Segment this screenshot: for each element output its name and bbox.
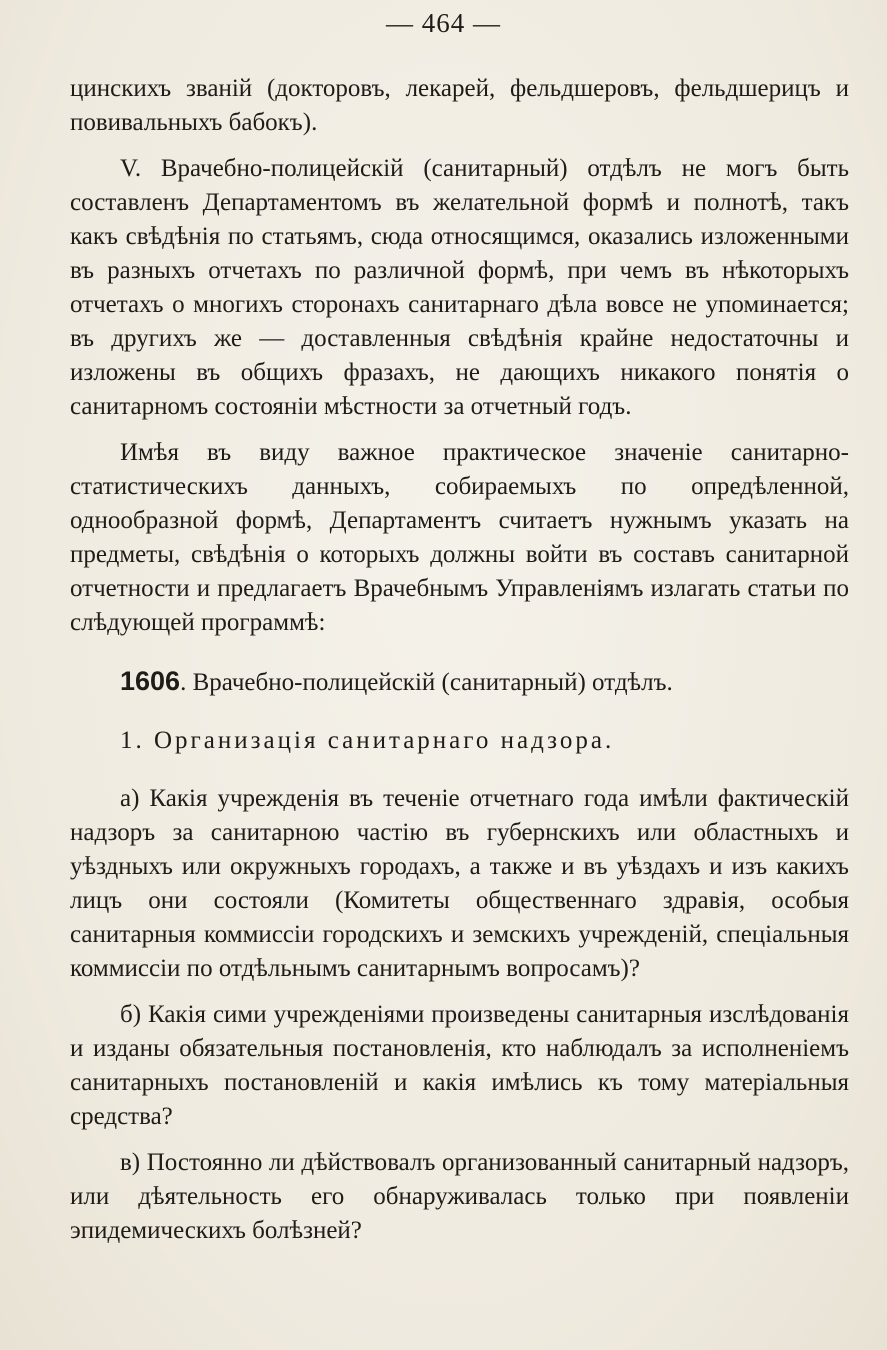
section-title: . Врачебно-полицейскій (санитарный) отдѣлъ. (180, 669, 673, 696)
paragraph-program-intro: Имѣя въ виду важное практическое значеніе санитарно-статистическихъ данныхъ, собираемыхъ по опредѣленной, однообразной формѣ, Департаментъ считаетъ нужнымъ указать на предметы, свѣдѣнія о которыхъ должны войти въ составъ санитарной отчетности и предлагаетъ Врачебнымъ Управленіямъ излагать статьи по слѣдующей программѣ: (70, 439, 849, 636)
paragraph-continuation: цинскихъ званій (докторовъ, лекарей, фельдшеровъ, фельдшерицъ и повивальныхъ бабокъ). (70, 75, 849, 136)
page-number: — 464 — (386, 8, 501, 38)
list-item-a: а) Какія учрежденія въ теченіе отчетнаго года имѣли фактическій надзоръ за санитарною частію въ губернскихъ или областныхъ и уѣздныхъ или окружныхъ городахъ, а также и въ уѣздахъ и изъ какихъ лицъ они состояли (Комитеты общественнаго здравія, особыя санитарныя коммиссіи городскихъ и земскихъ учрежденій, спеціальныя коммиссіи по отдѣльнымъ санитарнымъ вопросамъ)? (70, 785, 849, 982)
list-item-c: в) Постоянно ли дѣйствовалъ организованный санитарный надзоръ, или дѣятельность его обнаруживалась только при появленіи эпидемическихъ болѣзней? (70, 1149, 849, 1244)
section-heading (70, 664, 849, 700)
subsection-heading: 1. Организація санитарнаго надзора. (120, 727, 615, 754)
paragraph-sanitary-department-note: V. Врачебно-полицейскій (санитарный) отдѣлъ не могъ быть составленъ Департаментомъ въ желательной формѣ и полнотѣ, такъ какъ свѣдѣнія по статьямъ, сюда относящимся, оказались изложенными въ разныхъ отчетахъ по различной формѣ, при чемъ въ нѣкоторыхъ отчетахъ о многихъ сторонахъ санитарнаго дѣла вовсе не упоминается; въ другихъ же — доставленныя свѣдѣнія крайне недостаточны и изложены въ общихъ фразахъ, не дающихъ никакого понятія о санитарномъ состояніи мѣстности за отчетный годъ. (70, 155, 849, 420)
list-item-b: б) Какія сими учрежденіями произведены санитарныя изслѣдованія и изданы обязательныя постановленія, кто наблюдалъ за исполненіемъ санитарныхъ постановленій и какія имѣлись къ тому матеріальныя средства? (70, 1001, 849, 1130)
section-number: 1606 (120, 666, 181, 696)
body-text (70, 72, 849, 1248)
